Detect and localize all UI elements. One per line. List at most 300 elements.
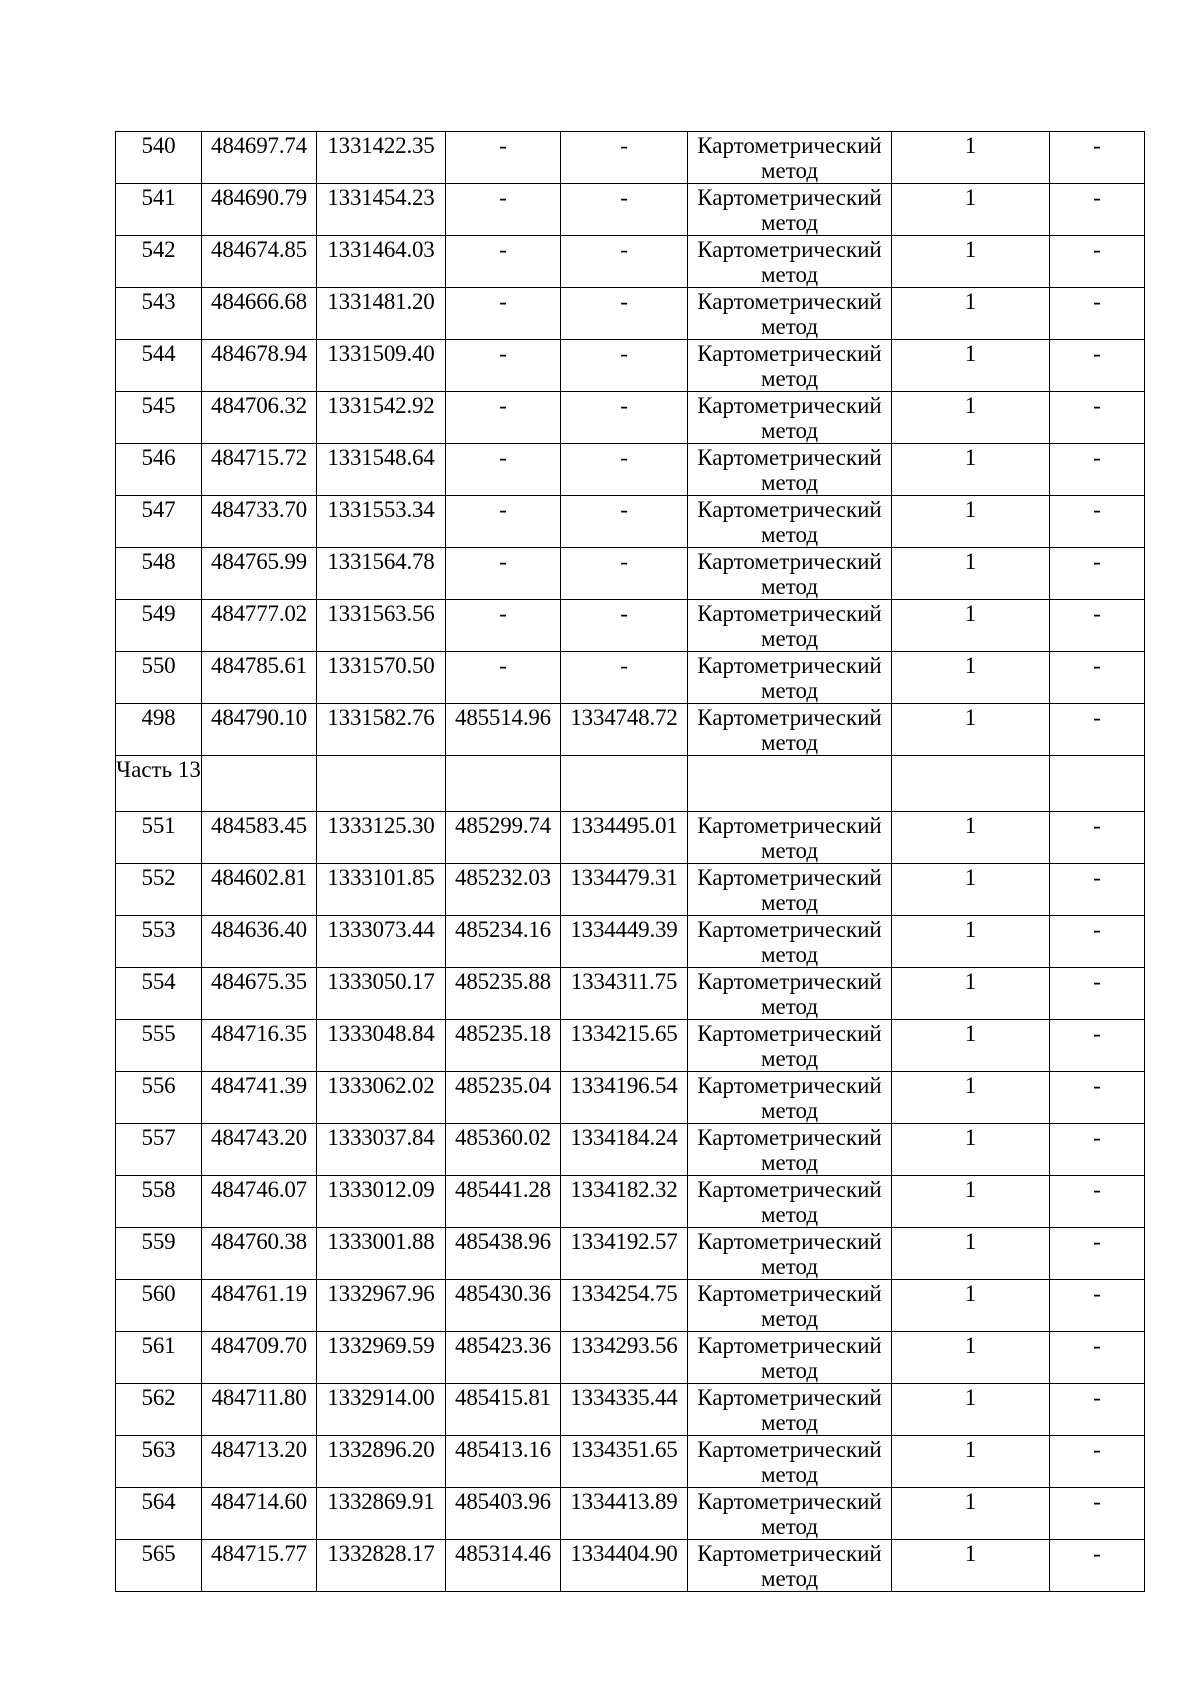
x-coordinate-text: 484675.35: [211, 969, 307, 994]
x-coordinate-cell: [202, 916, 317, 968]
previous-x-coordinate-cell: [446, 1488, 561, 1540]
x-coordinate-cell: [202, 392, 317, 444]
x-coordinate-text: 484777.02: [211, 601, 307, 626]
empty-cell: [688, 756, 892, 812]
previous-x-coordinate-text: -: [499, 653, 507, 678]
note-cell: [1050, 132, 1145, 184]
table-row: [116, 1228, 1145, 1280]
note-cell: [1050, 1176, 1145, 1228]
note-text: -: [1093, 969, 1101, 994]
method-text: Картометрический метод: [697, 1385, 882, 1435]
x-coordinate-cell: [202, 1436, 317, 1488]
previous-x-coordinate-cell: [446, 1124, 561, 1176]
note-cell: [1050, 1228, 1145, 1280]
x-coordinate-text: 484636.40: [211, 917, 307, 942]
previous-x-coordinate-cell: [446, 1020, 561, 1072]
accuracy-cell: [892, 1332, 1050, 1384]
y-coordinate-cell: [317, 1176, 446, 1228]
previous-y-coordinate-text: 1334335.44: [570, 1385, 678, 1410]
y-coordinate-text: 1333101.85: [327, 865, 435, 890]
previous-x-coordinate-cell: [446, 600, 561, 652]
previous-x-coordinate-cell: [446, 1228, 561, 1280]
note-text: -: [1093, 1125, 1101, 1150]
y-coordinate-text: 1332969.59: [327, 1333, 435, 1358]
note-text: -: [1093, 133, 1101, 158]
note-cell: [1050, 1072, 1145, 1124]
x-coordinate-text: 484711.80: [211, 1385, 307, 1410]
y-coordinate-cell: [317, 1384, 446, 1436]
previous-x-coordinate-text: -: [499, 601, 507, 626]
method-text: Картометрический метод: [697, 1073, 882, 1123]
method-text: Картометрический метод: [697, 445, 882, 495]
previous-x-coordinate-cell: [446, 916, 561, 968]
point-number-text: 540: [141, 133, 176, 158]
accuracy-cell: [892, 340, 1050, 392]
accuracy-cell: [892, 1228, 1050, 1280]
method-text: Картометрический метод: [697, 133, 882, 183]
note-text: -: [1093, 393, 1101, 418]
point-number-cell: [116, 916, 202, 968]
previous-x-coordinate-text: 485234.16: [455, 917, 551, 942]
x-coordinate-text: 484716.35: [211, 1021, 307, 1046]
x-coordinate-cell: [202, 1124, 317, 1176]
previous-y-coordinate-cell: [561, 916, 688, 968]
point-number-text: 562: [141, 1385, 176, 1410]
note-cell: [1050, 1020, 1145, 1072]
x-coordinate-text: 484765.99: [211, 549, 307, 574]
table-row: [116, 652, 1145, 704]
note-cell: [1050, 704, 1145, 756]
method-text: Картометрический метод: [697, 1489, 882, 1539]
previous-x-coordinate-cell: [446, 1436, 561, 1488]
table-row: [116, 1488, 1145, 1540]
x-coordinate-text: 484602.81: [211, 865, 307, 890]
previous-y-coordinate-text: 1334449.39: [570, 917, 678, 942]
method-cell: [688, 340, 892, 392]
x-coordinate-cell: [202, 652, 317, 704]
point-number-text: 547: [141, 497, 176, 522]
empty-cell: [892, 756, 1050, 812]
table-row: [116, 496, 1145, 548]
accuracy-cell: [892, 1280, 1050, 1332]
note-cell: [1050, 184, 1145, 236]
accuracy-cell: [892, 132, 1050, 184]
accuracy-text: 1: [964, 497, 977, 522]
accuracy-cell: [892, 548, 1050, 600]
y-coordinate-text: 1331548.64: [327, 445, 435, 470]
x-coordinate-text: 484743.20: [211, 1125, 307, 1150]
point-number-cell: [116, 812, 202, 864]
previous-x-coordinate-text: -: [499, 341, 507, 366]
accuracy-text: 1: [964, 445, 977, 470]
point-number-cell: [116, 1228, 202, 1280]
x-coordinate-text: 484741.39: [211, 1073, 307, 1098]
method-cell: [688, 288, 892, 340]
method-cell: [688, 1488, 892, 1540]
method-text: Картометрический метод: [697, 705, 882, 755]
method-cell: [688, 916, 892, 968]
table-row: [116, 864, 1145, 916]
method-text: Картометрический метод: [697, 1541, 882, 1591]
previous-y-coordinate-cell: [561, 1384, 688, 1436]
point-number-text: 559: [141, 1229, 176, 1254]
method-cell: [688, 496, 892, 548]
previous-y-coordinate-text: -: [620, 601, 628, 626]
note-cell: [1050, 812, 1145, 864]
x-coordinate-cell: [202, 548, 317, 600]
x-coordinate-text: 484714.60: [211, 1489, 307, 1514]
previous-y-coordinate-text: -: [620, 289, 628, 314]
point-number-cell: [116, 600, 202, 652]
accuracy-cell: [892, 1020, 1050, 1072]
previous-y-coordinate-cell: [561, 496, 688, 548]
table-row: [116, 1280, 1145, 1332]
method-text: Картометрический метод: [697, 237, 882, 287]
point-number-text: 554: [141, 969, 176, 994]
method-cell: [688, 1228, 892, 1280]
x-coordinate-text: 484690.79: [211, 185, 307, 210]
previous-y-coordinate-text: 1334413.89: [570, 1489, 678, 1514]
x-coordinate-cell: [202, 1488, 317, 1540]
note-cell: [1050, 392, 1145, 444]
previous-x-coordinate-text: -: [499, 445, 507, 470]
y-coordinate-text: 1332828.17: [327, 1541, 435, 1566]
previous-x-coordinate-cell: [446, 1176, 561, 1228]
method-cell: [688, 444, 892, 496]
previous-y-coordinate-text: -: [620, 185, 628, 210]
method-text: Картометрический метод: [697, 1229, 882, 1279]
previous-x-coordinate-text: 485360.02: [455, 1125, 551, 1150]
method-cell: [688, 1384, 892, 1436]
accuracy-text: 1: [964, 1385, 977, 1410]
point-number-text: 542: [141, 237, 176, 262]
point-number-text: 558: [141, 1177, 176, 1202]
note-cell: [1050, 1124, 1145, 1176]
method-cell: [688, 184, 892, 236]
previous-x-coordinate-cell: [446, 1072, 561, 1124]
previous-x-coordinate-cell: [446, 132, 561, 184]
previous-x-coordinate-cell: [446, 340, 561, 392]
accuracy-cell: [892, 812, 1050, 864]
previous-x-coordinate-text: 485514.96: [455, 705, 551, 730]
point-number-cell: [116, 340, 202, 392]
x-coordinate-text: 484785.61: [211, 653, 307, 678]
note-text: -: [1093, 185, 1101, 210]
previous-x-coordinate-text: 485235.88: [455, 969, 551, 994]
accuracy-cell: [892, 236, 1050, 288]
accuracy-text: 1: [964, 1125, 977, 1150]
previous-y-coordinate-cell: [561, 1072, 688, 1124]
x-coordinate-text: 484790.10: [211, 705, 307, 730]
point-number-text: 556: [141, 1073, 176, 1098]
previous-x-coordinate-cell: [446, 864, 561, 916]
x-coordinate-text: 484709.70: [211, 1333, 307, 1358]
previous-x-coordinate-text: -: [499, 497, 507, 522]
y-coordinate-text: 1333073.44: [327, 917, 435, 942]
y-coordinate-cell: [317, 496, 446, 548]
note-text: -: [1093, 1281, 1101, 1306]
accuracy-text: 1: [964, 969, 977, 994]
previous-x-coordinate-cell: [446, 548, 561, 600]
x-coordinate-text: 484713.20: [211, 1437, 307, 1462]
y-coordinate-cell: [317, 812, 446, 864]
point-number-text: 549: [141, 601, 176, 626]
accuracy-text: 1: [964, 813, 977, 838]
note-text: -: [1093, 1229, 1101, 1254]
accuracy-text: 1: [964, 1177, 977, 1202]
note-text: -: [1093, 917, 1101, 942]
point-number-cell: [116, 548, 202, 600]
y-coordinate-cell: [317, 704, 446, 756]
previous-y-coordinate-cell: [561, 1332, 688, 1384]
previous-y-coordinate-text: 1334293.56: [570, 1333, 678, 1358]
previous-y-coordinate-cell: [561, 1436, 688, 1488]
part-header-row: [116, 756, 1145, 812]
previous-y-coordinate-text: 1334311.75: [570, 969, 678, 994]
x-coordinate-cell: [202, 1176, 317, 1228]
accuracy-text: 1: [964, 1229, 977, 1254]
accuracy-text: 1: [964, 1333, 977, 1358]
point-number-cell: [116, 652, 202, 704]
accuracy-cell: [892, 916, 1050, 968]
accuracy-text: 1: [964, 185, 977, 210]
point-number-cell: [116, 132, 202, 184]
y-coordinate-cell: [317, 652, 446, 704]
method-text: Картометрический метод: [697, 653, 882, 703]
accuracy-cell: [892, 1176, 1050, 1228]
previous-y-coordinate-cell: [561, 288, 688, 340]
accuracy-cell: [892, 968, 1050, 1020]
y-coordinate-text: 1332914.00: [327, 1385, 435, 1410]
accuracy-cell: [892, 1124, 1050, 1176]
y-coordinate-cell: [317, 1072, 446, 1124]
previous-x-coordinate-cell: [446, 1540, 561, 1592]
point-number-cell: [116, 704, 202, 756]
point-number-text: 565: [141, 1541, 176, 1566]
accuracy-cell: [892, 1072, 1050, 1124]
x-coordinate-cell: [202, 1540, 317, 1592]
previous-y-coordinate-cell: [561, 812, 688, 864]
previous-x-coordinate-cell: [446, 968, 561, 1020]
x-coordinate-cell: [202, 340, 317, 392]
x-coordinate-cell: [202, 1332, 317, 1384]
previous-x-coordinate-cell: [446, 444, 561, 496]
point-number-text: 564: [141, 1489, 176, 1514]
note-cell: [1050, 968, 1145, 1020]
y-coordinate-cell: [317, 392, 446, 444]
method-text: Картометрический метод: [697, 549, 882, 599]
previous-y-coordinate-cell: [561, 652, 688, 704]
method-cell: [688, 392, 892, 444]
y-coordinate-text: 1331464.03: [327, 237, 435, 262]
y-coordinate-text: 1331422.35: [327, 133, 435, 158]
accuracy-text: 1: [964, 705, 977, 730]
previous-y-coordinate-text: 1334192.57: [570, 1229, 678, 1254]
note-text: -: [1093, 1437, 1101, 1462]
previous-y-coordinate-text: 1334215.65: [570, 1021, 678, 1046]
previous-x-coordinate-cell: [446, 236, 561, 288]
point-number-text: 563: [141, 1437, 176, 1462]
point-number-cell: [116, 1488, 202, 1540]
method-text: Картометрический метод: [697, 185, 882, 235]
method-cell: [688, 652, 892, 704]
accuracy-text: 1: [964, 133, 977, 158]
y-coordinate-text: 1331570.50: [327, 653, 435, 678]
x-coordinate-text: 484715.77: [211, 1541, 307, 1566]
previous-y-coordinate-cell: [561, 968, 688, 1020]
previous-x-coordinate-text: 485235.04: [455, 1073, 551, 1098]
point-number-text: 545: [141, 393, 176, 418]
accuracy-cell: [892, 1384, 1050, 1436]
empty-cell: [561, 756, 688, 812]
previous-y-coordinate-text: 1334495.01: [570, 813, 678, 838]
previous-x-coordinate-cell: [446, 392, 561, 444]
y-coordinate-text: 1331563.56: [327, 601, 435, 626]
note-text: -: [1093, 1073, 1101, 1098]
previous-y-coordinate-text: -: [620, 393, 628, 418]
note-text: -: [1093, 705, 1101, 730]
previous-y-coordinate-text: -: [620, 133, 628, 158]
method-text: Картометрический метод: [697, 865, 882, 915]
previous-y-coordinate-cell: [561, 444, 688, 496]
accuracy-cell: [892, 1436, 1050, 1488]
note-cell: [1050, 652, 1145, 704]
method-text: Картометрический метод: [697, 1021, 882, 1071]
point-number-cell: [116, 288, 202, 340]
previous-x-coordinate-text: 485441.28: [455, 1177, 551, 1202]
x-coordinate-cell: [202, 1280, 317, 1332]
y-coordinate-cell: [317, 444, 446, 496]
table-row: [116, 600, 1145, 652]
previous-y-coordinate-text: -: [620, 549, 628, 574]
point-number-cell: [116, 1384, 202, 1436]
point-number-cell: [116, 496, 202, 548]
accuracy-text: 1: [964, 1489, 977, 1514]
method-cell: [688, 236, 892, 288]
accuracy-text: 1: [964, 1541, 977, 1566]
table-body: [116, 132, 1145, 1592]
x-coordinate-cell: [202, 704, 317, 756]
previous-x-coordinate-cell: [446, 496, 561, 548]
accuracy-cell: [892, 1540, 1050, 1592]
x-coordinate-cell: [202, 132, 317, 184]
method-cell: [688, 1332, 892, 1384]
previous-x-coordinate-text: 485403.96: [455, 1489, 551, 1514]
x-coordinate-text: 484674.85: [211, 237, 307, 262]
previous-y-coordinate-text: 1334351.65: [570, 1437, 678, 1462]
previous-x-coordinate-cell: [446, 288, 561, 340]
accuracy-cell: [892, 652, 1050, 704]
previous-x-coordinate-text: 485235.18: [455, 1021, 551, 1046]
accuracy-cell: [892, 444, 1050, 496]
accuracy-text: 1: [964, 549, 977, 574]
point-number-cell: [116, 1436, 202, 1488]
note-text: -: [1093, 813, 1101, 838]
x-coordinate-text: 484715.72: [211, 445, 307, 470]
method-cell: [688, 548, 892, 600]
previous-x-coordinate-cell: [446, 812, 561, 864]
point-number-cell: [116, 1280, 202, 1332]
part-label: Часть 13: [116, 757, 201, 782]
method-text: Картометрический метод: [697, 813, 882, 863]
x-coordinate-cell: [202, 864, 317, 916]
y-coordinate-cell: [317, 1124, 446, 1176]
accuracy-text: 1: [964, 653, 977, 678]
table-row: [116, 236, 1145, 288]
note-cell: [1050, 1332, 1145, 1384]
method-text: Картометрический метод: [697, 1177, 882, 1227]
method-text: Картометрический метод: [697, 1281, 882, 1331]
table-row: [116, 812, 1145, 864]
y-coordinate-cell: [317, 1540, 446, 1592]
previous-x-coordinate-text: -: [499, 133, 507, 158]
x-coordinate-cell: [202, 812, 317, 864]
accuracy-text: 1: [964, 1021, 977, 1046]
y-coordinate-cell: [317, 1280, 446, 1332]
point-number-text: 544: [141, 341, 176, 366]
accuracy-cell: [892, 184, 1050, 236]
previous-y-coordinate-cell: [561, 340, 688, 392]
table-row: [116, 916, 1145, 968]
y-coordinate-text: 1332896.20: [327, 1437, 435, 1462]
note-text: -: [1093, 549, 1101, 574]
y-coordinate-text: 1333012.09: [327, 1177, 435, 1202]
y-coordinate-text: 1333037.84: [327, 1125, 435, 1150]
point-number-cell: [116, 392, 202, 444]
previous-y-coordinate-cell: [561, 184, 688, 236]
y-coordinate-cell: [317, 340, 446, 392]
point-number-text: 551: [141, 813, 176, 838]
method-text: Картометрический метод: [697, 497, 882, 547]
empty-cell: [202, 756, 317, 812]
method-text: Картометрический метод: [697, 289, 882, 339]
point-number-cell: [116, 184, 202, 236]
table-row: [116, 340, 1145, 392]
previous-x-coordinate-cell: [446, 704, 561, 756]
previous-y-coordinate-cell: [561, 548, 688, 600]
accuracy-text: 1: [964, 865, 977, 890]
previous-y-coordinate-cell: [561, 1280, 688, 1332]
empty-cell: [317, 756, 446, 812]
x-coordinate-cell: [202, 184, 317, 236]
point-number-text: 498: [141, 705, 176, 730]
accuracy-text: 1: [964, 917, 977, 942]
previous-y-coordinate-cell: [561, 392, 688, 444]
accuracy-text: 1: [964, 601, 977, 626]
y-coordinate-cell: [317, 864, 446, 916]
accuracy-cell: [892, 392, 1050, 444]
x-coordinate-cell: [202, 1072, 317, 1124]
point-number-cell: [116, 1176, 202, 1228]
point-number-cell: [116, 444, 202, 496]
note-text: -: [1093, 601, 1101, 626]
note-cell: [1050, 916, 1145, 968]
point-number-text: 548: [141, 549, 176, 574]
part-label-cell: [116, 756, 202, 812]
y-coordinate-cell: [317, 916, 446, 968]
previous-x-coordinate-text: -: [499, 393, 507, 418]
empty-cell: [446, 756, 561, 812]
y-coordinate-text: 1331454.23: [327, 185, 435, 210]
previous-x-coordinate-text: -: [499, 237, 507, 262]
note-text: -: [1093, 445, 1101, 470]
y-coordinate-text: 1331553.34: [327, 497, 435, 522]
note-cell: [1050, 288, 1145, 340]
note-cell: [1050, 1540, 1145, 1592]
note-cell: [1050, 340, 1145, 392]
method-cell: [688, 812, 892, 864]
table-row: [116, 1124, 1145, 1176]
